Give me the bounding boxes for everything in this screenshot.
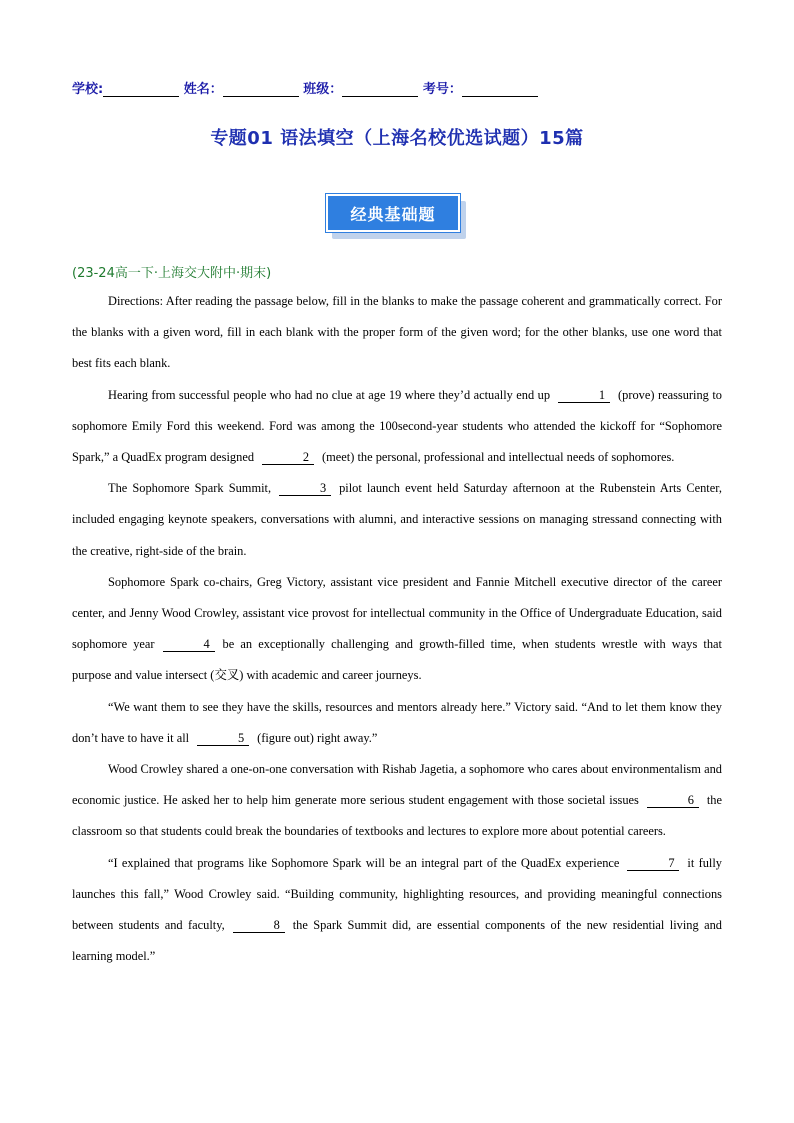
paragraph-6 xyxy=(72,754,722,848)
paragraph-text: (figure out) right away.” xyxy=(257,730,378,745)
school-field[interactable] xyxy=(103,82,179,97)
section-banner xyxy=(326,194,468,244)
paragraph-text: be an exceptionally challenging and growth-filled time, when students wrestle with ways that purpose and value intersect (交叉) with academic and career journeys. xyxy=(72,637,722,683)
blank-2[interactable]: 2 xyxy=(262,450,314,465)
directions-paragraph xyxy=(72,286,722,380)
paragraph-2 xyxy=(72,380,722,474)
paragraph-7 xyxy=(72,848,722,973)
paragraph-5 xyxy=(72,692,722,754)
paragraph-text: the classroom so that students could break the boundaries of textbooks and lectures to explore more about potential careers. xyxy=(72,793,722,839)
exam-number-field[interactable] xyxy=(462,82,538,97)
paragraph-text: the Spark Summit did, are essential components of the new residential living and learning model.” xyxy=(72,918,722,964)
student-info-header xyxy=(72,78,538,97)
paragraph-text: “I explained that programs like Sophomore Spark will be an integral part of the QuadEx experience xyxy=(108,855,620,870)
school-label: 学校: xyxy=(72,82,104,97)
passage xyxy=(72,286,722,972)
paragraph-text: pilot launch event held Saturday afternoon at the Rubenstein Arts Center, included engaging keynote speakers, conversations with alumni, and interactive sessions on managing stressand connecting with the creative, right-side of the brain. xyxy=(72,481,722,558)
paragraph-4 xyxy=(72,567,722,692)
exam-number-label: 考号： xyxy=(422,82,462,97)
name-field[interactable] xyxy=(223,82,299,97)
paragraph-text: (prove) reassuring to sophomore Emily Ford this weekend. Ford was among the 100second-year students who attended the kickoff for “Sophomore Spark,” a QuadEx program designed xyxy=(72,387,722,465)
blank-3[interactable]: 3 xyxy=(279,481,331,496)
blank-1[interactable]: 1 xyxy=(558,388,610,403)
question-source: (23-24高一下·上海交大附中·期末) xyxy=(72,266,272,281)
blank-8[interactable]: 8 xyxy=(233,918,285,933)
blank-6[interactable]: 6 xyxy=(647,793,699,808)
page-title: 专题01 语法填空（上海名校优选试题）15篇 xyxy=(210,128,584,149)
paragraph-text: Hearing from successful people who had no clue at age 19 where they’d actually end up xyxy=(108,387,551,402)
directions-text: Directions: After reading the passage below, fill in the blanks to make the passage coherent and grammatically correct. For the blanks with a given word, fill in each blank with the proper form of the given word; for the other blanks, use one word that best fits each blank. xyxy=(72,294,722,371)
paragraph-3 xyxy=(72,473,722,567)
blank-5[interactable]: 5 xyxy=(197,731,249,746)
class-label: 班级： xyxy=(303,82,343,97)
paragraph-text: The Sophomore Spark Summit, xyxy=(108,481,272,496)
paragraph-text: (meet) the personal, professional and intellectual needs of sophomores. xyxy=(322,450,675,465)
class-field[interactable] xyxy=(342,82,418,97)
paragraph-text: it fully launches this fall,” Wood Crowley said. “Building community, highlighting resources, and providing meaningful connections between students and faculty, xyxy=(72,855,722,933)
banner-label: 经典基础题 xyxy=(326,194,460,232)
blank-4[interactable]: 4 xyxy=(163,637,215,652)
paragraph-text: Sophomore Spark co-chairs, Greg Victory, assistant vice president and Fannie Mitchell executive director of the career center, and Jenny Wood Crowley, assistant vice provost for intellectual community in the Office of Undergraduate Education, said sophomore year xyxy=(72,574,722,652)
name-label: 姓名： xyxy=(183,82,223,97)
blank-7[interactable]: 7 xyxy=(627,856,679,871)
paragraph-text: “We want them to see they have the skills, resources and mentors already here.” Victory said. “And to let them know they don’t have to have it all xyxy=(72,699,722,745)
paragraph-text: Wood Crowley shared a one-on-one conversation with Rishab Jagetia, a sophomore who cares about environmentalism and economic justice. He asked her to help him generate more serious student engagement with those societal issues xyxy=(72,762,722,808)
